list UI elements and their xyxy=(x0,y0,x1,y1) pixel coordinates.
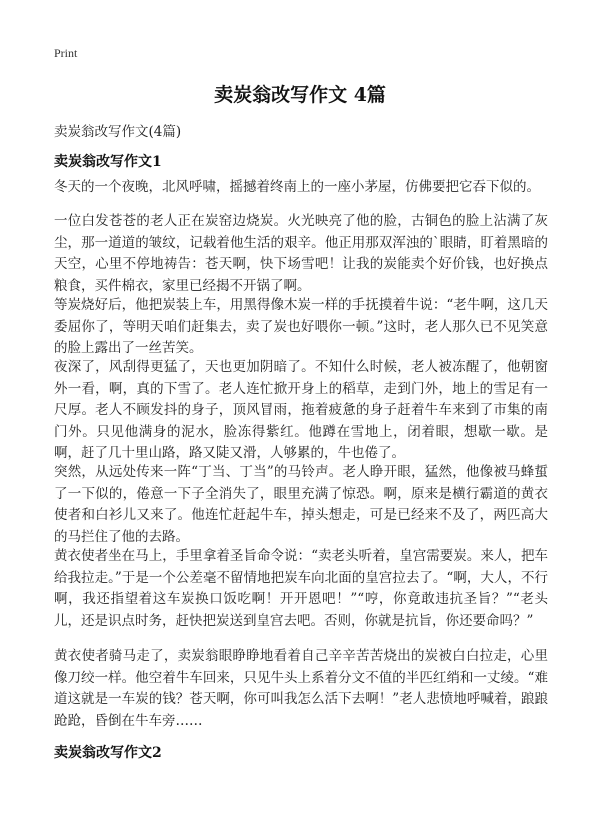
print-label[interactable]: Print xyxy=(54,46,78,60)
page-title: 卖炭翁改写作文 4篇 xyxy=(214,84,386,106)
paragraph-6: 黄衣使者坐在马上，手里拿着圣旨命令说：“卖老头听着，皇宫需要炭。来人，把车给我拉走。”于是一个公差毫不留情地把炭车向北面的皇宫拉去了。“啊，大人，不行啊，我还指望着这车炭换口饭吃啊！开开恩吧！”“哼，你竟敢违抗圣旨？”“老头儿，还是识点时务，赶快把炭送到皇宫去吧。否则，你就是抗旨，你还要命吗？” xyxy=(54,548,548,629)
paragraph-2: 一位白发苍苍的老人正在炭窑边烧炭。火光映亮了他的脸，古铜色的脸上沾满了灰尘，那一道道的皱纹，记载着他生活的艰辛。他正用那双浑浊的`眼睛，盯着黑暗的天空，心里不停地祷告：苍天啊，快下场雪吧！让我的炭能卖个好价钱，也好换点粮食，买件棉衣，家里已经揭不开锅了啊。 xyxy=(54,213,548,294)
paragraph-4: 夜深了，风刮得更猛了，天也更加阴暗了。不知什么时候，老人被冻醒了，他朝窗外一看，啊，真的下雪了。老人连忙掀开身上的稻草，走到门外，地上的雪足有一尺厚。老人不顾发抖的身子，顶风冒雨，拖着疲惫的身子赶着牛车来到了市集的南门外。只见他满身的泥水，脸冻得紫红。他蹲在雪地上，闭着眼，想歇一歇。是啊，赶了几十里山路，路又陡又滑，人够累的，牛也倦了。 xyxy=(54,359,548,461)
paragraph-7: 黄衣使者骑马走了，卖炭翁眼睁睁地看着自己辛辛苦苦烧出的炭被白白拉走，心里像刀绞一样。他空着牛车回来，只见牛头上系着分文不值的半匹红绡和一丈绫。“难道这就是一车炭的钱？苍天啊，你可叫我怎么活下去啊！”老人悲愤地呼喊着，踉踉跄跄，昏倒在牛车旁…… xyxy=(54,648,548,729)
section-heading-2: 卖炭翁改写作文2 xyxy=(54,745,162,761)
section-heading-1: 卖炭翁改写作文1 xyxy=(54,154,162,170)
document-subtitle: 卖炭翁改写作文(4篇) xyxy=(54,124,182,140)
paragraph-3: 等炭烧好后，他把炭装上车，用黑得像木炭一样的手抚摸着牛说：“老牛啊，这几天委屈你了，等明天咱们赶集去，卖了炭也好喂你一顿。”这时，老人那久已不见笑意的脸上露出了一丝苦笑。 xyxy=(54,297,548,356)
paragraph-5: 突然，从远处传来一阵“丁当、丁当”的马铃声。老人睁开眼，猛然，他像被马蜂蜇了一下似的，倦意一下子全消失了，眼里充满了惊恐。啊，原来是横行霸道的黄衣使者和白衫儿又来了。他连忙赶起牛车，掉头想走，可是已经来不及了，两匹高大的马拦住了他的去路。 xyxy=(54,464,548,545)
paragraph-1: 冬天的一个夜晚，北风呼啸，摇撼着终南上的一座小茅屋，仿佛要把它吞下似的。 xyxy=(54,179,540,195)
